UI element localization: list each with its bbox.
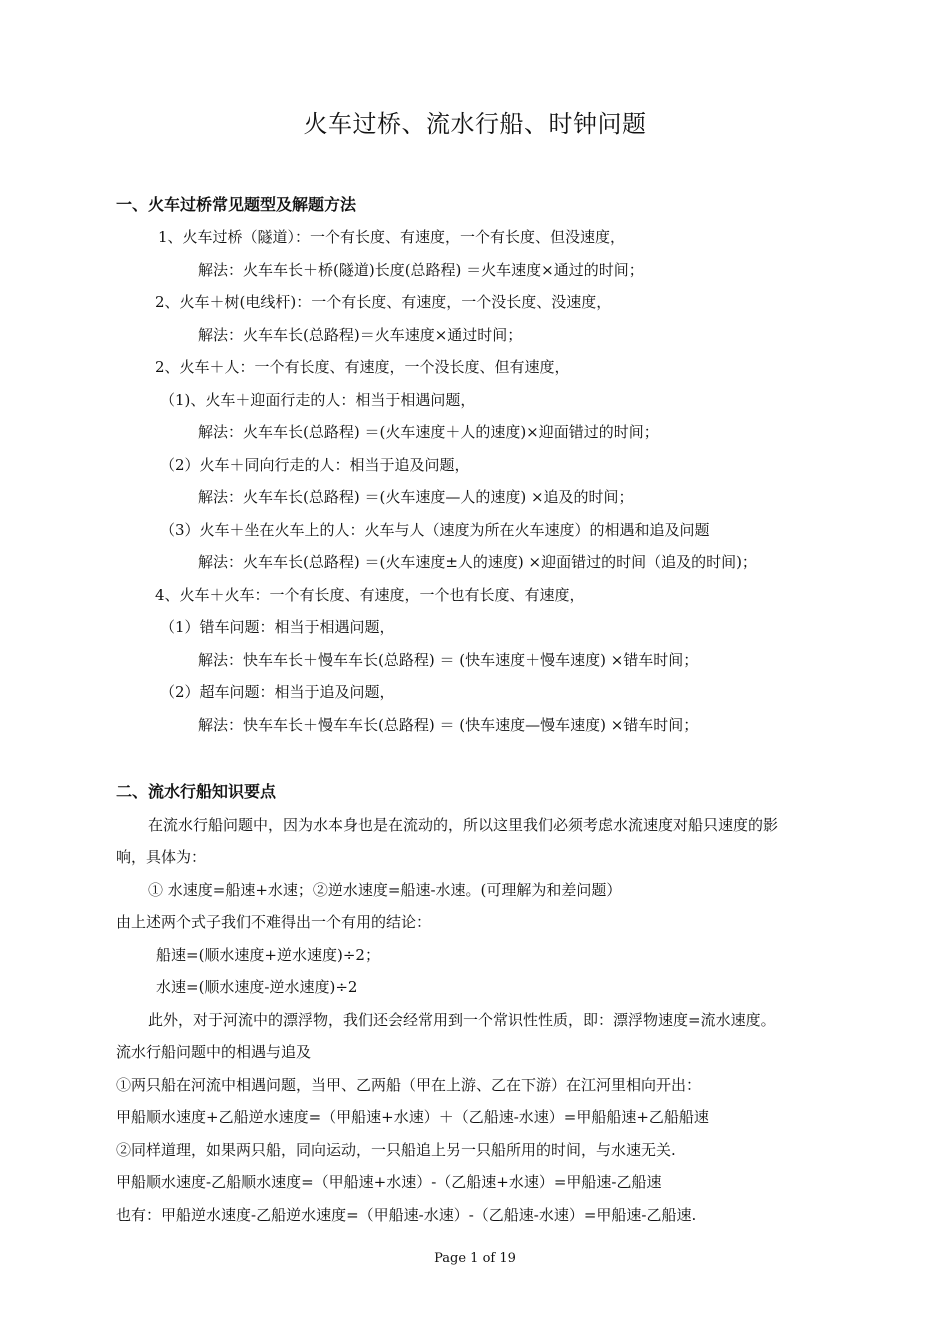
paragraph-line: 1、火车过桥（隧道）：一个有长度、有速度，一个有长度、但没速度， <box>158 228 626 246</box>
paragraph-line: 解法：火车车长(总路程) ＝(火车速度±人的速度) ×迎面错过的时间（追及的时间)； <box>198 553 757 571</box>
paragraph-line: （1)、火车＋迎面行走的人：相当于相遇问题， <box>160 391 476 409</box>
paragraph-line: 由上述两个式子我们不难得出一个有用的结论： <box>116 913 432 931</box>
section-heading-1: 一、火车过桥常见题型及解题方法 <box>116 195 357 214</box>
paragraph-line: 也有：甲船逆水速度-乙船逆水速度=（甲船速-水速）-（乙船速-水速）=甲船速-乙船速. <box>116 1206 697 1224</box>
formula-line: 船速=(顺水速度+逆水速度)÷2； <box>156 946 380 964</box>
paragraph-line: 解法：火车车长(总路程)＝火车速度×通过时间； <box>198 326 523 344</box>
paragraph-line: ①两只船在河流中相遇问题，当甲、乙两船（甲在上游、乙在下游）在江河里相向开出： <box>116 1076 702 1094</box>
paragraph-line: 2、火车＋树(电线杆)：一个有长度、有速度，一个没长度、没速度， <box>155 293 612 311</box>
paragraph-line: ②同样道理，如果两只船，同向运动，一只船追上另一只船所用的时间，与水速无关. <box>116 1141 676 1159</box>
paragraph-line: 此外，对于河流中的漂浮物，我们还会经常用到一个常识性性质，即：漂浮物速度=流水速度。 <box>148 1011 776 1029</box>
section-heading-2: 二、流水行船知识要点 <box>116 782 277 801</box>
paragraph-line: 在流水行船问题中，因为水本身也是在流动的，所以这里我们必须考虑水流速度对船只速度的影 <box>148 816 779 834</box>
paragraph-line: 2、火车＋人：一个有长度、有速度，一个没长度、但有速度， <box>155 358 570 376</box>
paragraph-line: （1）错车问题：相当于相遇问题， <box>160 618 395 636</box>
paragraph-line: 响，具体为： <box>116 848 207 866</box>
paragraph-line: 流水行船问题中的相遇与追及 <box>116 1043 312 1061</box>
paragraph-line: 解法：火车车长＋桥(隧道)长度(总路程) ＝火车速度×通过的时间； <box>198 261 644 279</box>
paragraph-line: ① 水速度=船速+水速；②逆水速度=船速-水速。(可理解为和差问题） <box>148 881 622 899</box>
paragraph-line: （3）火车＋坐在火车上的人：火车与人（速度为所在火车速度）的相遇和追及问题 <box>160 521 710 539</box>
formula-line: 水速=(顺水速度-逆水速度)÷2 <box>156 978 358 996</box>
paragraph-line: 4、火车＋火车：一个有长度、有速度，一个也有长度、有速度， <box>155 586 585 604</box>
paragraph-line: （2）火车＋同向行走的人：相当于追及问题， <box>160 456 470 474</box>
paragraph-line: 解法：火车车长(总路程) ＝(火车速度—人的速度) ×追及的时间； <box>198 488 634 506</box>
paragraph-line: （2）超车问题：相当于追及问题， <box>160 683 395 701</box>
paragraph-line: 甲船顺水速度+乙船逆水速度=（甲船速+水速）＋（乙船速-水速）=甲船船速+乙船船速 <box>116 1108 709 1126</box>
page-title: 火车过桥、流水行船、时钟问题 <box>303 110 647 138</box>
paragraph-line: 解法：火车车长(总路程) ＝(火车速度＋人的速度)×迎面错过的时间； <box>198 423 659 441</box>
page-footer: Page 1 of 19 <box>434 1251 516 1266</box>
paragraph-line: 甲船顺水速度-乙船顺水速度=（甲船速+水速）-（乙船速+水速）=甲船速-乙船速 <box>116 1173 662 1191</box>
paragraph-line: 解法：快车车长＋慢车车长(总路程) ＝ (快车速度—慢车速度) ×错车时间； <box>198 716 699 734</box>
paragraph-line: 解法：快车车长＋慢车车长(总路程) ＝ (快车速度＋慢车速度) ×错车时间； <box>198 651 699 669</box>
